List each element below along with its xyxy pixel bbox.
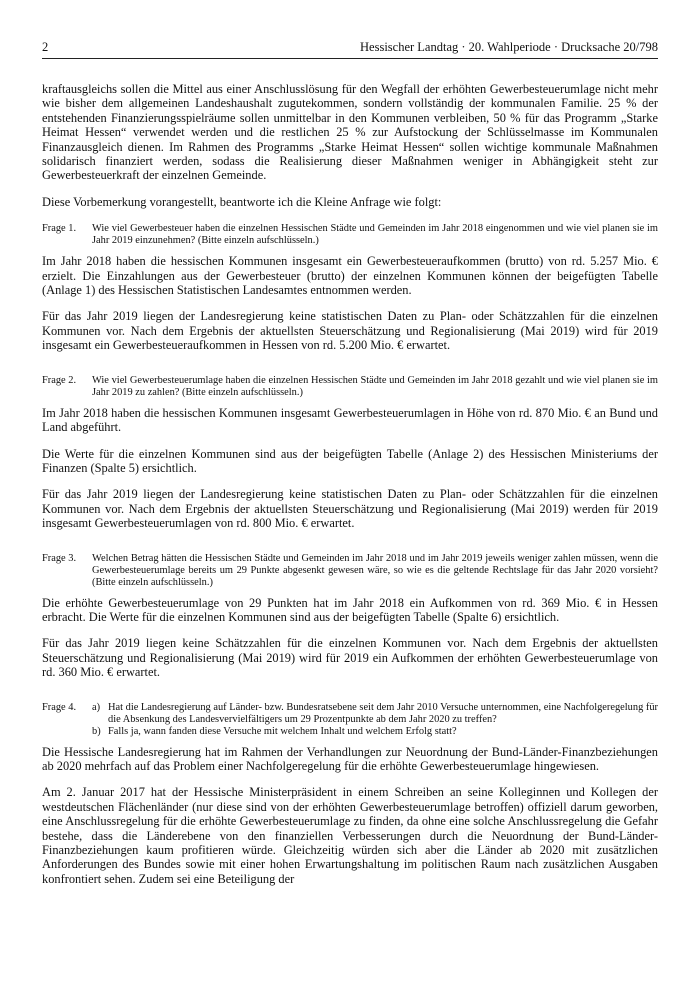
page-body [42, 82, 658, 898]
answer-2-paragraph-1: Im Jahr 2018 haben die hessischen Kommunen insgesamt Gewerbesteuerumlagen in Höhe von rd. 870 Mio. € an Bund und Land abgeführt. [42, 405, 658, 435]
question-text: Wie viel Gewerbesteuerumlage haben die einzelnen Hessischen Städte und Gemeinden im Jahr 2018 gezahlt und wie viel planen sie im Jahr 2019 zu zahlen? (Bitte einzeln aufschlüsseln.) [92, 374, 658, 398]
answer-1-paragraph-1: Im Jahr 2018 haben die hessischen Kommunen insgesamt ein Gewerbesteueraufkommen (brutto) von rd. 5.257 Mio. € erzielt. Die Einzahlungen aus der Gewerbesteuer (brutto) der einzelnen Kommunen können der beigefügten Tabelle (Anlage 1) des Hessischen Statistischen Landesamtes entnommen werden. [42, 254, 658, 298]
running-title: Hessischer Landtag · 20. Wahlperiode · Drucksache 20/798 [360, 40, 658, 54]
answer-2-paragraph-3: Für das Jahr 2019 liegen der Landesregierung keine statistischen Daten zu Plan- oder Schätzzahlen für die einzelnen Kommunen vor. Nach dem Ergebnis der aktuellsten Steuerschätzung und Regionalisierung (Mai 2019) werden für 2019 insgesamt Gewerbesteuerumlagen von rd. 800 Mio. € erwartet. [42, 487, 658, 531]
question-4 [42, 702, 658, 738]
question-text: Welchen Betrag hätten die Hessischen Städte und Gemeinden im Jahr 2018 und im Jahr 2019 jeweils weniger zahlen müssen, wenn die Gewerbesteuerumlage bereits um 29 Punkte abgesenkt gewesen wäre, so wie es die geltende Rechtslage für das Jahr 2020 vorsieht? (Bitte einzeln aufschlüsseln.) [92, 552, 658, 588]
question-label: Frage 4. [42, 701, 77, 713]
question-label: Frage 1. [42, 223, 77, 235]
answer-2-paragraph-2: Die Werte für die einzelnen Kommunen sind aus der beigefügten Tabelle (Anlage 2) des Hessischen Ministeriums der Finanzen (Spalte 5) ersichtlich. [42, 446, 658, 475]
question-2 [42, 375, 658, 399]
question-1 [42, 223, 658, 247]
question-subparts [92, 702, 658, 738]
subpart-text: Hat die Landesregierung auf Länder- bzw. Bundesratsebene seit dem Jahr 2010 Versuche unternommen, eine Nachfolgeregelung für die Absenkung des Landesvervielfältigers um 29 Prozentpunkte ab dem Jahr 2020 zu treffen? [108, 701, 658, 725]
question-label: Frage 2. [42, 374, 77, 386]
answer-3-paragraph-2: Für das Jahr 2019 liegen keine Schätzzahlen für die einzelnen Kommunen vor. Nach dem Ergebnis der aktuellsten Steuerschätzung und Regionalisierung (Mai 2019) wird für 2019 ein Aufkommen der erhöhten Gewerbesteuerumlage von rd. 360 Mio. € erwartet. [42, 636, 658, 680]
answer-1-paragraph-2: Für das Jahr 2019 liegen der Landesregierung keine statistischen Daten zu Plan- oder Schätzzahlen für die einzelnen Kommunen vor. Nach dem Ergebnis der aktuellsten Steuerschätzung und Regionalisierung (Mai 2019) wird für 2019 insgesamt ein Gewerbesteueraufkommen in Hessen von rd. 5.200 Mio. € erwartet. [42, 309, 658, 353]
answer-4-paragraph-1: Die Hessische Landesregierung hat im Rahmen der Verhandlungen zur Neuordnung der Bund-Länder-Finanzbeziehungen ab 2020 mehrfach auf das Problem einer Nachfolgeregelung für die erhöhte Gewerbesteuerumlage hingewiesen. [42, 744, 658, 773]
subpart-text: Falls ja, wann fanden diese Versuche mit welchem Inhalt und welchem Erfolg statt? [108, 725, 457, 737]
question-subpart-b [92, 726, 658, 738]
question-text: Wie viel Gewerbesteuer haben die einzelnen Hessischen Städte und Gemeinden im Jahr 2018 eingenommen und wie viel planen sie im Jahr 2019 einzunehmen? (Bitte einzeln aufschlüsseln.) [92, 223, 658, 247]
subpart-label: b) [92, 725, 101, 737]
answer-4-paragraph-2: Am 2. Januar 2017 hat der Hessische Ministerpräsident in einem Schreiben an seine Kolleginnen und Kollegen der westdeutschen Flächenländer (nur diese sind von der erhöhten Gewerbesteuerumlage betroffen) offiziell darum geworben, eine Anschlussregelung für die erhöhte Gewerbesteuerumlage zu finden, da ohne eine solche Anschlussregelung die Gefahr bestehe, dass die Länderebene von den finanziellen Verbesserungen durch die Neuordnung der Bund-Länder-Finanzbeziehungen kaum profitieren würde. Gleichzeitig würden sich aber die Länder ab 2020 mit zusätzlichen Anforderungen des Bundes sowie mit einer hohen Erwartungshaltung im politischen Raum nach zusätzlichen Ausgaben konfrontiert sehen. Zudem sei eine Beteiligung der [42, 785, 658, 886]
paragraph-preamble-end: kraftausgleichs sollen die Mittel aus einer Anschlusslösung für den Wegfall der erhöhten Gewerbesteuerumlage nicht mehr wie bisher dem allgemeinen Landeshaushalt zugutekommen, sondern vollständig der kommunalen Familie. 25 % der entstehenden Finanzierungsspielräume sollen unmittelbar in den Kommunen verbleiben, 50 % für das Programm „Starke Heimat Hessen“ verwendet werden und die restlichen 25 % zur Aufstockung der Schlüsselmasse im Kommunalen Finanzausgleich dienen. Im Rahmen des Programms „Starke Heimat Hessen“ sollen wichtige kommunale Maßnahmen solidarisch finanziert werden, sodass die Realisierung dieser Maßnahmen weniger in Abhängigkeit steht zur Gewerbesteuerkraft der einzelnen Gemeinde. [42, 82, 658, 183]
page-header [42, 40, 658, 59]
paragraph-intro: Diese Vorbemerkung vorangestellt, beantworte ich die Kleine Anfrage wie folgt: [42, 194, 442, 209]
subpart-label: a) [92, 701, 101, 713]
question-3 [42, 553, 658, 589]
page-number: 2 [42, 40, 49, 54]
answer-3-paragraph-1: Die erhöhte Gewerbesteuerumlage von 29 Punkten hat im Jahr 2018 ein Aufkommen von rd. 369 Mio. € in Hessen erbracht. Die Werte für die einzelnen Kommunen sind aus der beigefügten Tabelle (Spalte 6) ersichtlich. [42, 595, 658, 624]
question-label: Frage 3. [42, 552, 77, 564]
question-subpart-a [92, 702, 658, 726]
